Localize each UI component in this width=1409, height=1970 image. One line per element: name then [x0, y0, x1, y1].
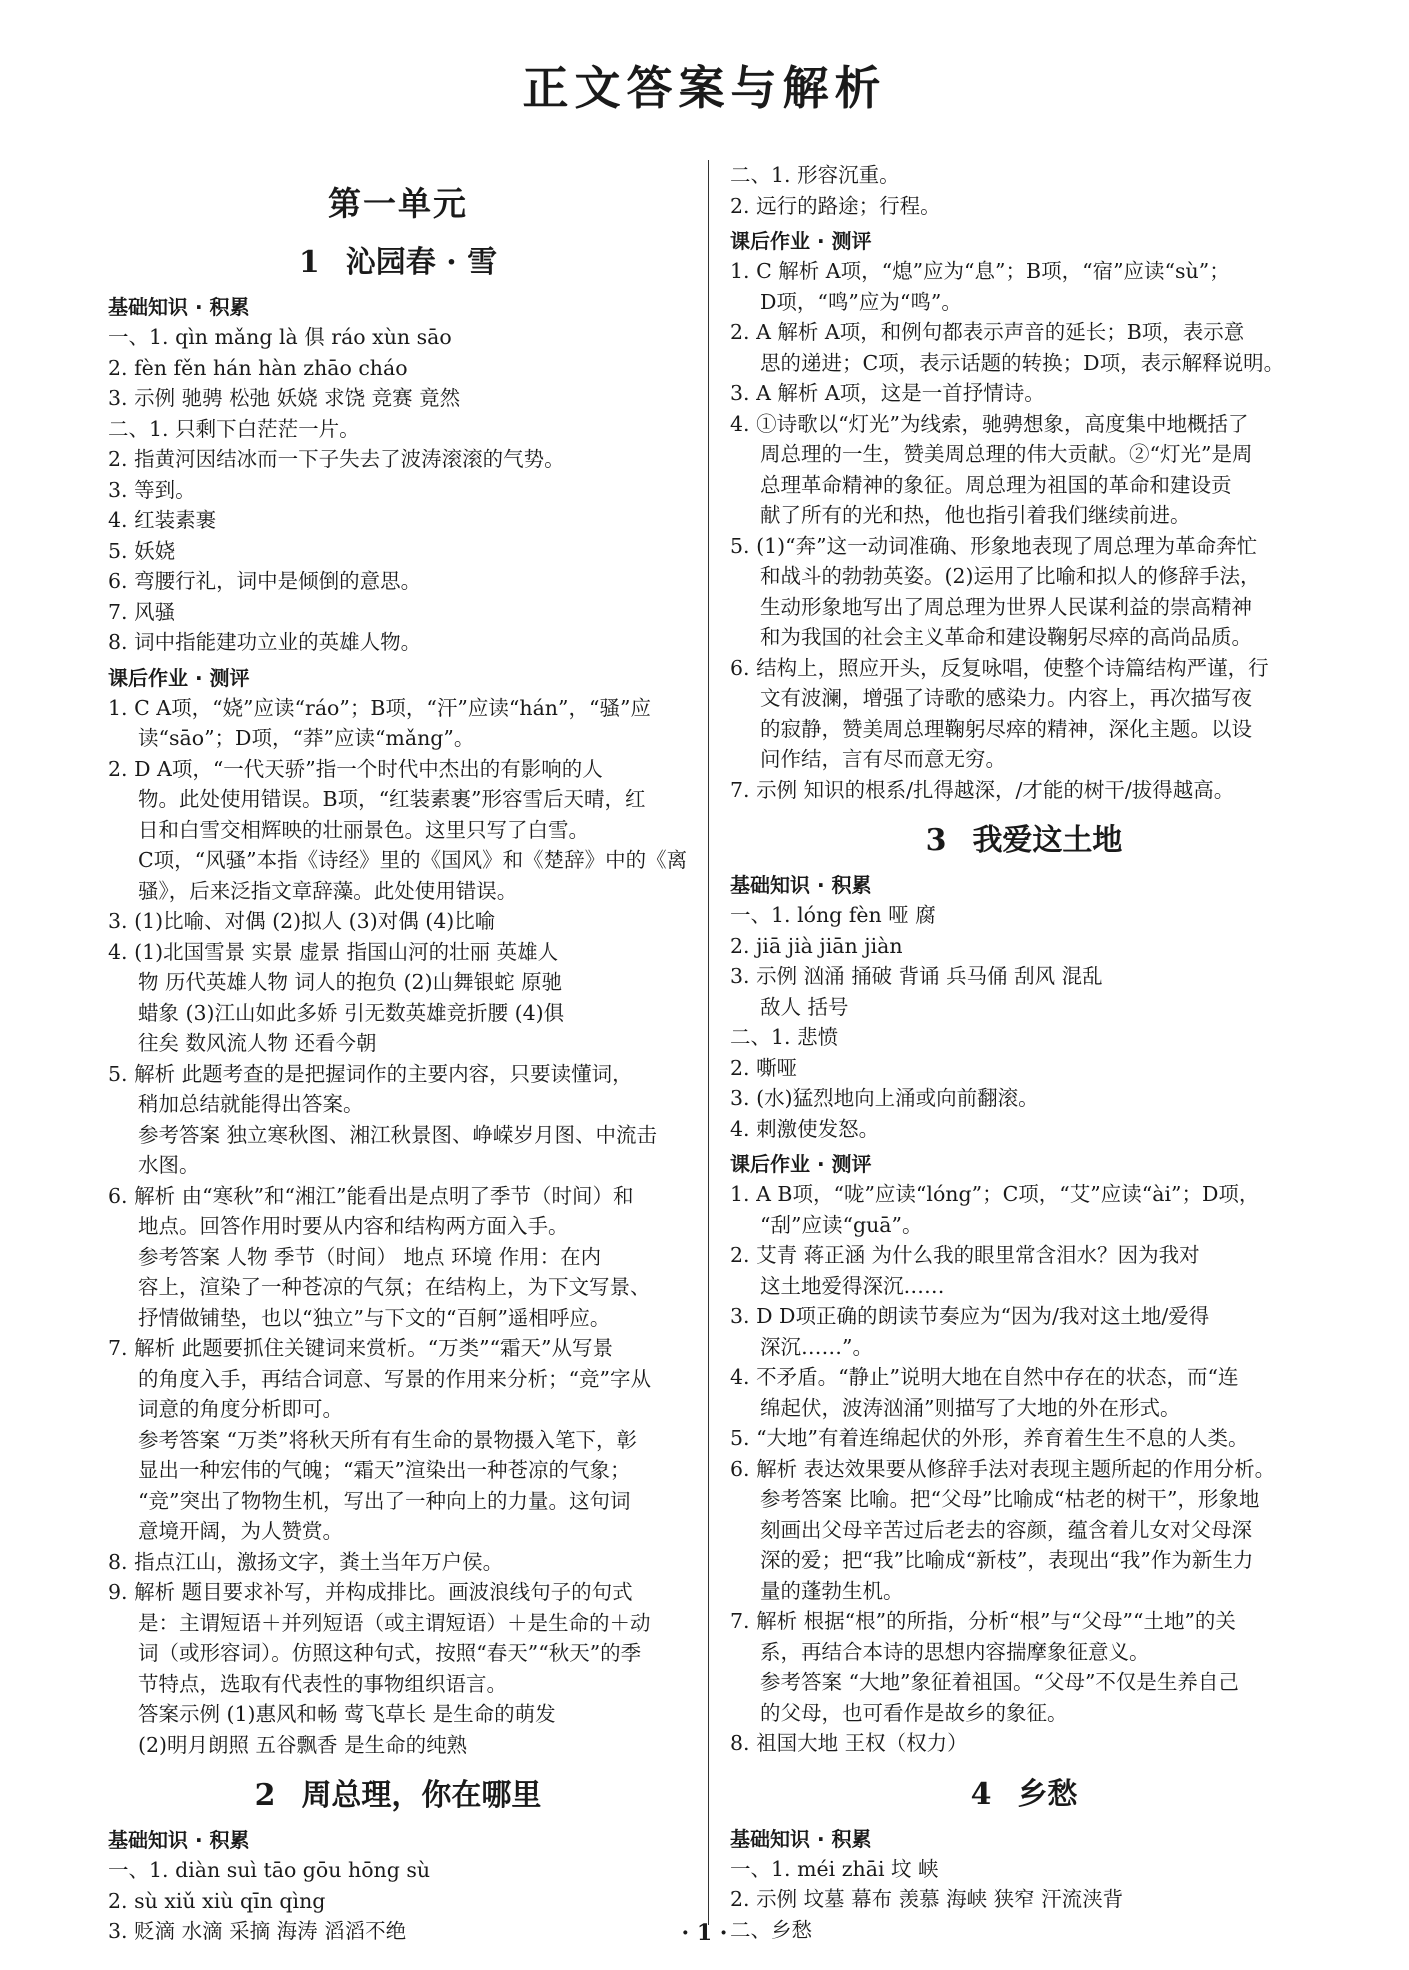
answer-line: 8. 指点江山，激扬文字，粪土当年万户侯。 — [108, 1549, 504, 1574]
answer-line: 1. C A项，“娆”应读“ráo”；B项，“汗”应读“hán”，“骚”应 — [108, 695, 651, 720]
answer-line: 显出一种宏伟的气魄；“霜天”渲染出一种苍凉的气象； — [138, 1458, 631, 1482]
answer-line: 参考答案 独立寒秋图、湘江秋景图、峥嵘岁月图、中流击 — [138, 1122, 658, 1147]
answer-line: 的寂静，赞美周总理鞠躬尽瘁的精神，深化主题。以设 — [760, 716, 1252, 741]
answer-line: 7. 解析 此题要抓住关键词来赏析。“万类”“霜天”从写景 — [108, 1336, 614, 1360]
lesson-4-number: 4 — [970, 1776, 992, 1812]
answer-line: 参考答案 “万类”将秋天所有有生命的景物摄入笔下，彰 — [138, 1427, 637, 1452]
lesson-2-basic-cont-lines — [730, 160, 1318, 221]
lesson-1-name: 沁园春 · 雪 — [345, 245, 498, 280]
answer-line: 一、1. qìn mǎng là 俱 ráo xùn sāo — [108, 325, 452, 349]
answer-line: “刮”应读“guā”。 — [760, 1212, 923, 1237]
answer-line: 思的递进；C项，表示话题的转换；D项，表示解释说明。 — [760, 350, 1285, 375]
answer-line: 总理革命精神的象征。周总理为祖国的革命和建设贡 — [760, 472, 1232, 497]
answer-line: 9. 解析 题目要求补写，并构成排比。画波浪线句子的句式 — [108, 1580, 633, 1604]
lesson-1-section-basic: 基础知识 · 积累 — [108, 295, 250, 319]
unit-title: 第一单元 — [328, 184, 468, 223]
answer-line: 的父母，也可看作是故乡的象征。 — [760, 1700, 1068, 1725]
answer-line: 2. 指黄河因结冰而一下子失去了波涛滚滚的气势。 — [108, 447, 565, 471]
answer-line: 周总理的一生，赞美周总理的伟大贡献。②“灯光”是周 — [760, 442, 1253, 466]
answer-line: 是：主谓短语＋并列短语（或主谓短语）＋是生命的＋动 — [138, 1610, 651, 1635]
answer-line: 2. 嘶哑 — [730, 1055, 798, 1080]
answer-line: 刻画出父母辛苦过后老去的容颜，蕴含着儿女对父母深 — [760, 1517, 1252, 1542]
answer-line: 水图。 — [138, 1153, 200, 1177]
answer-line: 2. D A项，“一代天骄”指一个时代中杰出的有影响的人 — [108, 756, 603, 781]
answer-line: 量的蓬勃生机。 — [760, 1578, 904, 1603]
answer-line: 2. jiā jià jiān jiàn — [730, 933, 903, 958]
answer-line: 和为我国的社会主义革命和建设鞠躬尽瘁的高尚品质。 — [760, 625, 1252, 649]
lesson-1-section-homework: 课后作业 · 测评 — [108, 665, 250, 690]
answer-line: 的角度入手，再结合词意、写景的作用来分析；“竞”字从 — [138, 1366, 651, 1391]
answer-line: 4. 刺激使发怒。 — [730, 1116, 880, 1141]
lesson-3-name: 我爱这土地 — [972, 823, 1123, 858]
lesson-3-title — [730, 815, 1318, 859]
lesson-3-basic-lines — [730, 900, 1318, 1144]
answer-line: 8. 祖国大地 王权（权力） — [730, 1731, 968, 1755]
answer-line: 深的爱；把“我”比喻成“新枝”，表现出“我”作为新生力 — [760, 1548, 1254, 1572]
answer-line: 一、1. diàn suì tāo gōu hōng sù — [108, 1858, 431, 1882]
answer-line: 6. 结构上，照应开头，反复咏唱，使整个诗篇结构严谨，行 — [730, 655, 1269, 680]
lesson-3-homework-lines — [730, 1179, 1318, 1759]
answer-line: 2. 远行的路途；行程。 — [730, 193, 941, 218]
answer-line: D项，“鸣”应为“鸣”。 — [760, 289, 962, 314]
left-column — [108, 160, 688, 1947]
answer-line: 物。此处使用错误。B项，“红装素裹”形容雪后天晴，红 — [138, 787, 646, 811]
answer-line: 物 历代英雄人物 词人的抱负 (2)山舞银蛇 原驰 — [138, 970, 563, 994]
answer-line: 7. 示例 知识的根系/扎得越深，/才能的树干/拔得越高。 — [730, 777, 1235, 802]
lesson-4-name: 乡愁 — [1017, 1776, 1078, 1812]
answer-line: 深沉……”。 — [760, 1334, 873, 1359]
page-number: · 1 · — [681, 1920, 728, 1946]
lesson-2-number: 2 — [254, 1778, 276, 1813]
answer-line: 4. 不矛盾。“静止”说明大地在自然中存在的状态，而“连 — [730, 1365, 1239, 1389]
answer-line: 3. 示例 汹涌 捅破 背诵 兵马俑 刮风 混乱 — [730, 964, 1103, 988]
answer-line: 词（或形容词）。仿照这种句式，按照“春天”“秋天”的季 — [138, 1641, 642, 1665]
lesson-1-basic-lines — [108, 322, 688, 658]
answer-line: 2. 艾青 蒋正涵 为什么我的眼里常含泪水？因为我对 — [730, 1243, 1200, 1267]
answer-line: 2. 示例 坟墓 幕布 羡慕 海峡 狭窄 汗流浃背 — [730, 1887, 1124, 1911]
column-divider — [708, 160, 709, 1925]
right-column — [730, 160, 1318, 1945]
answer-line: 敌人 括号 — [760, 994, 849, 1019]
page-title: 正文答案与解析 — [522, 61, 887, 115]
answer-line: 读“sāo”；D项，“莽”应读“mǎng”。 — [138, 726, 475, 750]
lesson-1-title — [108, 237, 688, 281]
lesson-1-number: 1 — [298, 245, 320, 280]
answer-line: 意境开阔，为人赞赏。 — [138, 1519, 343, 1543]
answer-line: 蜡象 (3)江山如此多娇 引无数英雄竞折腰 (4)俱 — [138, 1000, 565, 1025]
answer-line: 二、1. 悲愤 — [730, 1025, 839, 1049]
answer-line: 3. A 解析 A项，这是一首抒情诗。 — [730, 381, 1045, 405]
answer-line: 2. sù xiǔ xiù qīn qìng — [108, 1888, 326, 1913]
answer-line: 骚》，后来泛指文章辞藻。此处使用错误。 — [138, 878, 518, 903]
answer-line: 5. 解析 此题考查的是把握词作的主要内容，只要读懂词， — [108, 1061, 633, 1086]
answer-line: 3. 贬滴 水滴 采摘 海涛 滔滔不绝 — [108, 1919, 407, 1943]
answer-line: 3. D D项正确的朗读节奏应为“因为/我对这土地/爱得 — [730, 1304, 1210, 1328]
answer-line: 参考答案 比喻。把“父母”比喻成“枯老的树干”，形象地 — [760, 1487, 1260, 1511]
answer-line: 词意的角度分析即可。 — [138, 1397, 343, 1421]
lesson-2-section-homework: 课后作业 · 测评 — [730, 229, 872, 253]
answer-line: 问作结，言有尽而意无穷。 — [760, 747, 1006, 771]
answer-line: 生动形象地写出了周总理为世界人民谋利益的崇高精神 — [760, 594, 1252, 619]
answer-line: 和战斗的勃勃英姿。(2)运用了比喻和拟人的修辞手法， — [760, 564, 1261, 588]
answer-line: 献了所有的光和热，他也指引着我们继续前进。 — [760, 503, 1191, 527]
answer-line: 7. 解析 根据“根”的所指，分析“根”与“父母”“土地”的关 — [730, 1609, 1236, 1633]
answer-line: 1. A B项，“咙”应读“lóng”；C项，“艾”应读“ài”；D项， — [730, 1182, 1260, 1206]
answer-line: 5. (1)“奔”这一动词准确、形象地表现了周总理为革命奔忙 — [730, 533, 1258, 558]
answer-line: 2. A 解析 A项，和例句都表示声音的延长；B项，表示意 — [730, 320, 1245, 344]
answer-line: 3. 等到。 — [108, 477, 196, 502]
lesson-2-name: 周总理，你在哪里 — [301, 1778, 542, 1813]
answer-line: 4. 红装素裹 — [108, 508, 217, 532]
answer-line: 3. 示例 驰骋 松弛 妖娆 求饶 竞赛 竟然 — [108, 386, 461, 410]
answer-line: 二、1. 形容沉重。 — [730, 163, 900, 187]
lesson-2-title — [108, 1770, 688, 1814]
answer-line: 文有波澜，增强了诗歌的感染力。内容上，再次描写夜 — [760, 686, 1252, 710]
answer-line: 4. (1)北国雪景 实景 虚景 指国山河的壮丽 英雄人 — [108, 939, 559, 964]
answer-line: 1. C 解析 A项，“熄”应为“息”；B项，“宿”应读“sù”； — [730, 259, 1230, 283]
answer-line: “竞”突出了物物生机，写出了一种向上的力量。这句词 — [138, 1488, 631, 1513]
answer-line: 4. ①诗歌以“灯光”为线索，驰骋想象，高度集中地概括了 — [730, 411, 1249, 436]
lesson-1-homework-lines — [108, 693, 688, 1761]
answer-line: 二、乡愁 — [730, 1917, 812, 1942]
answer-line: 稍加总结就能得出答案。 — [138, 1092, 364, 1116]
answer-line: 3. (水)猛烈地向上涌或向前翻滚。 — [730, 1086, 1039, 1110]
lesson-3-section-homework: 课后作业 · 测评 — [730, 1152, 872, 1176]
lesson-3-number: 3 — [925, 823, 947, 858]
answer-line: 5. 妖娆 — [108, 538, 176, 563]
answer-line: 这土地爱得深沉…… — [760, 1273, 945, 1298]
lesson-4-section-basic: 基础知识 · 积累 — [730, 1826, 872, 1851]
answer-line: 二、1. 只剩下白茫茫一片。 — [108, 416, 360, 441]
answer-line: 5. “大地”有着连绵起伏的外形，养育着生生不息的人类。 — [730, 1426, 1249, 1450]
lesson-2-section-basic: 基础知识 · 积累 — [108, 1828, 250, 1852]
answer-line: 绵起伏，波涛汹涌”则描写了大地的外在形式。 — [760, 1395, 1181, 1420]
lesson-2-homework-lines — [730, 256, 1318, 805]
answer-line: 6. 解析 表达效果要从修辞手法对表现主题所起的作用分析。 — [730, 1456, 1276, 1481]
answer-line: 参考答案 “大地”象征着祖国。“父母”不仅是生养自己 — [760, 1670, 1239, 1694]
lesson-4-title — [730, 1769, 1318, 1813]
answer-line: 地点。回答作用时要从内容和结构两方面入手。 — [138, 1214, 569, 1238]
answer-line: 7. 风骚 — [108, 599, 176, 624]
answer-line: 2. fèn fěn hán hàn zhāo cháo — [108, 355, 408, 380]
answer-line: 往矣 数风流人物 还看今朝 — [138, 1031, 377, 1055]
answer-line: 日和白雪交相辉映的壮丽景色。这里只写了白雪。 — [138, 817, 589, 842]
answer-line: 6. 弯腰行礼，词中是倾倒的意思。 — [108, 569, 422, 593]
answer-line: 节特点，选取有代表性的事物组织语言。 — [138, 1671, 507, 1696]
lesson-3-section-basic: 基础知识 · 积累 — [730, 873, 872, 897]
answer-line: 容上，渲染了一种苍凉的气氛；在结构上，为下文写景、 — [138, 1275, 651, 1299]
answer-line: 系，再结合本诗的思想内容揣摩象征意义。 — [760, 1639, 1150, 1664]
answer-line: (2)明月朗照 五谷飘香 是生命的纯熟 — [138, 1732, 468, 1757]
answer-line: 8. 词中指能建功立业的英雄人物。 — [108, 630, 422, 654]
answer-line: 6. 解析 由“寒秋”和“湘江”能看出是点明了季节（时间）和 — [108, 1183, 634, 1208]
answer-line: 答案示例 (1)惠风和畅 莺飞草长 是生命的萌发 — [138, 1702, 556, 1726]
answer-line: 参考答案 人物 季节（时间） 地点 环境 作用：在内 — [138, 1244, 602, 1269]
answer-line: 一、1. lóng fèn 哑 腐 — [730, 903, 936, 927]
answer-line: 抒情做铺垫，也以“独立”与下文的“百舸”遥相呼应。 — [138, 1305, 611, 1330]
answer-line: 3. (1)比喻、对偶 (2)拟人 (3)对偶 (4)比喻 — [108, 909, 496, 933]
answer-line: C项，“风骚”本指《诗经》里的《国风》和《楚辞》中的《离 — [138, 848, 688, 872]
answer-line: 一、1. méi zhāi 坟 峡 — [730, 1856, 939, 1881]
